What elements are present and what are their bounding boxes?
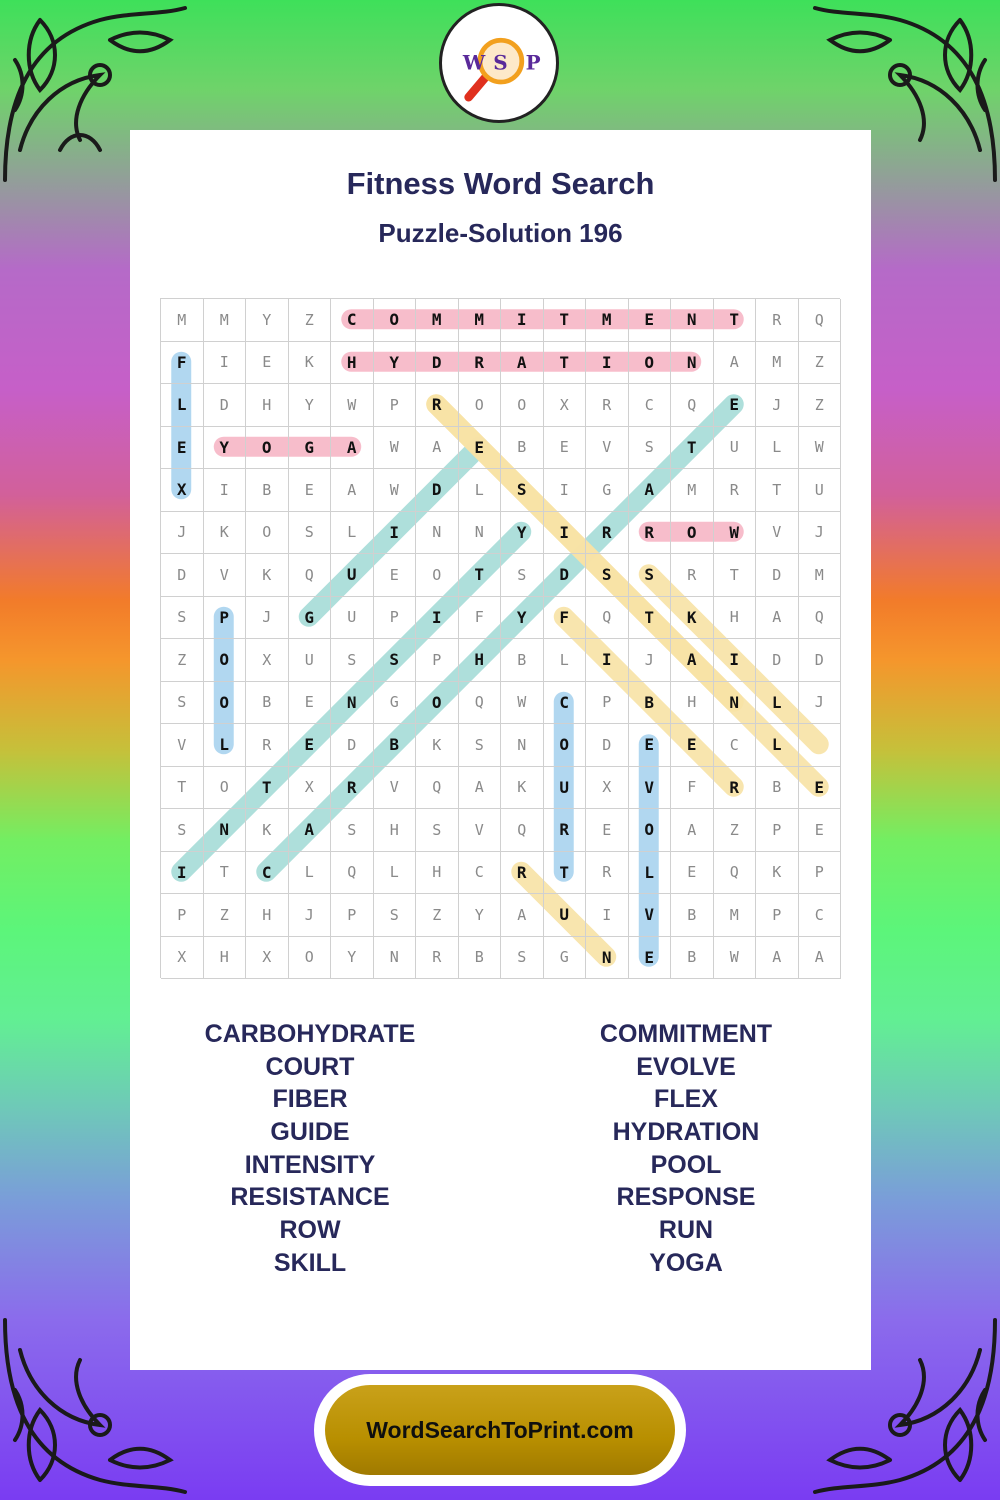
grid-cell: A: [629, 469, 672, 512]
grid-cell: C: [246, 852, 289, 895]
grid-cell: B: [671, 894, 714, 937]
grid-cell: D: [756, 639, 799, 682]
grid-cell: O: [204, 639, 247, 682]
grid-cell: O: [289, 937, 332, 980]
grid-cell: H: [374, 809, 417, 852]
grid-cell: K: [289, 342, 332, 385]
grid-cell: Q: [459, 682, 502, 725]
grid-cell: K: [756, 852, 799, 895]
grid-cell: R: [586, 384, 629, 427]
grid-cell: L: [756, 427, 799, 470]
grid-cell: A: [714, 342, 757, 385]
grid-cell: C: [714, 724, 757, 767]
grid-cell: N: [331, 682, 374, 725]
grid-cell: E: [629, 724, 672, 767]
grid-cell: Y: [501, 597, 544, 640]
grid-cell: S: [501, 554, 544, 597]
grid-cell: O: [374, 299, 417, 342]
word-list-item: COURT: [265, 1052, 355, 1081]
grid-cell: R: [416, 384, 459, 427]
grid-cell: I: [374, 512, 417, 555]
grid-cell: Z: [714, 809, 757, 852]
grid-cell: C: [459, 852, 502, 895]
grid-cell: E: [544, 427, 587, 470]
grid-cell: Y: [374, 342, 417, 385]
grid-cell: S: [161, 809, 204, 852]
grid-cell: L: [289, 852, 332, 895]
grid-cell: Q: [416, 767, 459, 810]
grid-cell: S: [331, 639, 374, 682]
grid-cell: R: [756, 299, 799, 342]
grid-cell: S: [629, 554, 672, 597]
grid-cell: W: [374, 469, 417, 512]
grid-cell: R: [331, 767, 374, 810]
word-list-item: RUN: [658, 1216, 714, 1245]
grid-cell: C: [544, 682, 587, 725]
grid-cell: P: [374, 384, 417, 427]
grid-cell: Z: [204, 894, 247, 937]
grid-cell: E: [671, 724, 714, 767]
grid-cell: O: [629, 342, 672, 385]
grid-cell: T: [714, 299, 757, 342]
grid-cell: O: [246, 427, 289, 470]
grid-cell: N: [586, 937, 629, 980]
grid-cell: D: [204, 384, 247, 427]
grid-cell: R: [416, 937, 459, 980]
grid-cell: P: [586, 682, 629, 725]
grid-cell: G: [374, 682, 417, 725]
grid-cell: T: [459, 554, 502, 597]
grid-cell: E: [629, 299, 672, 342]
grid-cell: U: [544, 767, 587, 810]
grid-cell: J: [756, 384, 799, 427]
grid-cell: N: [671, 299, 714, 342]
grid-cell: N: [416, 512, 459, 555]
grid-cell: F: [544, 597, 587, 640]
grid-cell: E: [799, 767, 842, 810]
grid-cell: G: [289, 427, 332, 470]
grid-cell: O: [501, 384, 544, 427]
grid-cell: S: [161, 682, 204, 725]
site-link-button[interactable]: [314, 1374, 686, 1486]
grid-cell: I: [161, 852, 204, 895]
grid-cell: B: [374, 724, 417, 767]
grid-cell: A: [289, 809, 332, 852]
grid-cell: L: [544, 639, 587, 682]
grid-cell: O: [629, 809, 672, 852]
grid-cell: L: [756, 724, 799, 767]
page-title: Fitness Word Search: [346, 166, 655, 201]
grid-cell: R: [586, 512, 629, 555]
grid-cell: W: [799, 427, 842, 470]
word-list-item: FLEX: [654, 1085, 718, 1114]
grid-cell: T: [204, 852, 247, 895]
grid-cell: P: [416, 639, 459, 682]
grid-cell: S: [374, 639, 417, 682]
grid-cell: Q: [331, 852, 374, 895]
grid-cell: B: [246, 682, 289, 725]
grid-cell: I: [416, 597, 459, 640]
grid-cell: N: [374, 937, 417, 980]
grid-cell: Q: [714, 852, 757, 895]
grid-cell: D: [544, 554, 587, 597]
grid-cell: V: [629, 894, 672, 937]
grid-cell: I: [204, 342, 247, 385]
grid-cell: M: [671, 469, 714, 512]
word-list-item: SKILL: [273, 1248, 347, 1277]
page-subtitle: Puzzle-Solution 196: [378, 218, 623, 248]
puzzle-card: [130, 130, 871, 1370]
letter-grid: [160, 298, 840, 978]
grid-cell: N: [459, 512, 502, 555]
word-list-item: POOL: [650, 1150, 722, 1179]
grid-cell: K: [416, 724, 459, 767]
grid-cell: Q: [586, 597, 629, 640]
site-link-label[interactable]: WordSearchToPrint.com: [325, 1385, 675, 1475]
grid-cell: O: [204, 767, 247, 810]
word-list-item: INTENSITY: [244, 1150, 376, 1179]
grid-cell: A: [331, 427, 374, 470]
grid-cell: I: [501, 299, 544, 342]
grid-cell: S: [289, 512, 332, 555]
grid-cell: O: [671, 512, 714, 555]
grid-cell: L: [374, 852, 417, 895]
grid-cell: A: [799, 937, 842, 980]
grid-cell: Q: [671, 384, 714, 427]
grid-cell: H: [714, 597, 757, 640]
grid-cell: U: [799, 469, 842, 512]
word-list-item: RESPONSE: [616, 1183, 756, 1212]
grid-cell: D: [416, 469, 459, 512]
grid-cell: T: [756, 469, 799, 512]
grid-cell: L: [161, 384, 204, 427]
grid-cell: B: [246, 469, 289, 512]
grid-cell: M: [459, 299, 502, 342]
grid-cell: E: [289, 682, 332, 725]
grid-cell: H: [331, 342, 374, 385]
grid-cell: T: [544, 299, 587, 342]
grid-cell: P: [331, 894, 374, 937]
grid-cell: S: [161, 597, 204, 640]
grid-cell: T: [629, 597, 672, 640]
grid-cell: A: [671, 809, 714, 852]
grid-cell: I: [204, 469, 247, 512]
grid-cell: Q: [289, 554, 332, 597]
word-list-item: GUIDE: [270, 1118, 350, 1147]
grid-cell: O: [459, 384, 502, 427]
word-list-item: YOGA: [649, 1248, 723, 1277]
grid-cell: U: [289, 639, 332, 682]
logo-letter-s: S: [493, 50, 508, 75]
word-list-item: COMMITMENT: [599, 1020, 773, 1048]
grid-cell: R: [501, 852, 544, 895]
grid-cell: L: [629, 852, 672, 895]
grid-cell: Y: [331, 937, 374, 980]
grid-cell: F: [459, 597, 502, 640]
word-list-left: [130, 1018, 490, 1280]
grid-cell: S: [374, 894, 417, 937]
grid-cell: M: [416, 299, 459, 342]
grid-cell: M: [586, 299, 629, 342]
grid-cell: H: [204, 937, 247, 980]
grid-cell: W: [714, 512, 757, 555]
grid-cell: B: [756, 767, 799, 810]
grid-cell: K: [204, 512, 247, 555]
grid-cell: S: [501, 469, 544, 512]
grid-cell: K: [246, 554, 289, 597]
grid-cell: Z: [161, 639, 204, 682]
grid-cell: V: [459, 809, 502, 852]
grid-cell: E: [374, 554, 417, 597]
grid-cell: E: [671, 852, 714, 895]
grid-cell: S: [501, 937, 544, 980]
grid-cell: H: [416, 852, 459, 895]
grid-cell: I: [586, 342, 629, 385]
grid-cell: P: [756, 809, 799, 852]
grid-cell: I: [544, 512, 587, 555]
grid-cell: T: [161, 767, 204, 810]
grid-cell: O: [204, 682, 247, 725]
grid-cell: V: [586, 427, 629, 470]
grid-cell: R: [671, 554, 714, 597]
grid-cell: F: [161, 342, 204, 385]
grid-cell: D: [331, 724, 374, 767]
grid-cell: S: [459, 724, 502, 767]
grid-cell: N: [204, 809, 247, 852]
grid-cell: D: [799, 639, 842, 682]
grid-cell: L: [459, 469, 502, 512]
grid-cell: Z: [289, 299, 332, 342]
grid-cell: Y: [204, 427, 247, 470]
grid-cell: N: [671, 342, 714, 385]
word-list-item: RESISTANCE: [230, 1183, 390, 1212]
grid-cell: A: [416, 427, 459, 470]
grid-cell: D: [161, 554, 204, 597]
grid-cell: H: [671, 682, 714, 725]
grid-cell: E: [289, 724, 332, 767]
word-list-item: FIBER: [272, 1085, 348, 1114]
grid-cell: A: [756, 597, 799, 640]
grid-cell: L: [331, 512, 374, 555]
grid-cell: M: [799, 554, 842, 597]
grid-cell: R: [586, 852, 629, 895]
grid-cell: V: [161, 724, 204, 767]
grid-cell: G: [289, 597, 332, 640]
grid-cell: B: [501, 427, 544, 470]
grid-cell: E: [799, 809, 842, 852]
grid-cell: D: [586, 724, 629, 767]
grid-cell: U: [331, 597, 374, 640]
grid-cell: A: [501, 342, 544, 385]
grid-cell: V: [756, 512, 799, 555]
grid-cell: U: [714, 427, 757, 470]
grid-cell: H: [246, 384, 289, 427]
grid-cell: A: [671, 639, 714, 682]
logo-letter-p: P: [525, 50, 541, 75]
grid-cell: Q: [799, 299, 842, 342]
grid-cell: J: [629, 639, 672, 682]
grid-cell: S: [629, 427, 672, 470]
grid-cell: G: [586, 469, 629, 512]
grid-cell: T: [714, 554, 757, 597]
grid-cell: J: [246, 597, 289, 640]
grid-cell: M: [714, 894, 757, 937]
grid-cell: J: [161, 512, 204, 555]
grid-cell: N: [714, 682, 757, 725]
grid-cell: E: [714, 384, 757, 427]
grid-cell: W: [714, 937, 757, 980]
grid-cell: O: [246, 512, 289, 555]
grid-cell: W: [501, 682, 544, 725]
wsp-logo: [439, 3, 559, 123]
grid-cell: Y: [501, 512, 544, 555]
grid-cell: [799, 724, 842, 767]
grid-cell: J: [289, 894, 332, 937]
grid-cell: U: [331, 554, 374, 597]
grid-cell: H: [459, 639, 502, 682]
grid-cell: R: [246, 724, 289, 767]
grid-cell: R: [544, 809, 587, 852]
grid-cell: A: [501, 894, 544, 937]
grid-cell: D: [756, 554, 799, 597]
grid-cell: W: [374, 427, 417, 470]
grid-cell: Y: [289, 384, 332, 427]
grid-cell: E: [629, 937, 672, 980]
grid-cell: Z: [416, 894, 459, 937]
grid-cell: S: [416, 809, 459, 852]
grid-cell: E: [289, 469, 332, 512]
grid-cell: I: [586, 639, 629, 682]
grid-cell: P: [799, 852, 842, 895]
grid-cell: B: [501, 639, 544, 682]
grid-cell: C: [629, 384, 672, 427]
grid-cell: X: [246, 937, 289, 980]
grid-cell: J: [799, 682, 842, 725]
grid-cell: Z: [799, 384, 842, 427]
grid-cell: M: [161, 299, 204, 342]
grid-cell: T: [246, 767, 289, 810]
grid-cell: S: [331, 809, 374, 852]
grid-cell: P: [756, 894, 799, 937]
grid-cell: I: [544, 469, 587, 512]
word-list-item: EVOLVE: [636, 1052, 736, 1081]
grid-cell: I: [714, 639, 757, 682]
grid-cell: O: [544, 724, 587, 767]
grid-cell: U: [544, 894, 587, 937]
grid-cell: K: [671, 597, 714, 640]
grid-cell: K: [246, 809, 289, 852]
grid-cell: V: [629, 767, 672, 810]
grid-cell: O: [416, 554, 459, 597]
grid-cell: R: [714, 767, 757, 810]
grid-cell: X: [161, 469, 204, 512]
grid-cell: V: [374, 767, 417, 810]
grid-cell: C: [331, 299, 374, 342]
grid-cell: T: [671, 427, 714, 470]
grid-cell: B: [459, 937, 502, 980]
grid-cell: Z: [799, 342, 842, 385]
word-list-right: [506, 1018, 866, 1280]
grid-cell: C: [799, 894, 842, 937]
grid-cell: G: [544, 937, 587, 980]
grid-cell: V: [204, 554, 247, 597]
grid-cell: R: [714, 469, 757, 512]
grid-cell: L: [204, 724, 247, 767]
grid-cell: E: [246, 342, 289, 385]
grid-cell: Q: [799, 597, 842, 640]
word-list-item: HYDRATION: [612, 1118, 760, 1147]
grid-cell: A: [331, 469, 374, 512]
grid-cell: A: [459, 767, 502, 810]
grid-cell: D: [416, 342, 459, 385]
grid-cell: E: [459, 427, 502, 470]
grid-cell: O: [416, 682, 459, 725]
grid-cell: M: [756, 342, 799, 385]
grid-cell: P: [161, 894, 204, 937]
grid-cell: T: [544, 342, 587, 385]
word-list-item: CARBOHYDRATE: [204, 1020, 416, 1048]
word-search-grid-area: [160, 298, 840, 978]
grid-cell: P: [374, 597, 417, 640]
grid-cell: X: [586, 767, 629, 810]
grid-cell: R: [629, 512, 672, 555]
grid-cell: K: [501, 767, 544, 810]
grid-cell: F: [671, 767, 714, 810]
grid-cell: J: [799, 512, 842, 555]
grid-cell: H: [246, 894, 289, 937]
grid-cell: X: [289, 767, 332, 810]
grid-cell: B: [671, 937, 714, 980]
grid-cell: S: [586, 554, 629, 597]
grid-cell: T: [544, 852, 587, 895]
grid-cell: Q: [501, 809, 544, 852]
grid-cell: E: [586, 809, 629, 852]
grid-cell: E: [161, 427, 204, 470]
grid-cell: B: [629, 682, 672, 725]
grid-cell: P: [204, 597, 247, 640]
grid-cell: Y: [459, 894, 502, 937]
grid-cell: W: [331, 384, 374, 427]
grid-cell: X: [246, 639, 289, 682]
logo-letter-w: W: [462, 50, 486, 75]
grid-cell: X: [544, 384, 587, 427]
grid-cell: I: [586, 894, 629, 937]
grid-cell: N: [501, 724, 544, 767]
grid-cell: X: [161, 937, 204, 980]
grid-cell: Y: [246, 299, 289, 342]
grid-cell: M: [204, 299, 247, 342]
grid-cell: L: [756, 682, 799, 725]
grid-cell: R: [459, 342, 502, 385]
word-list-item: ROW: [279, 1216, 341, 1245]
grid-cell: A: [756, 937, 799, 980]
